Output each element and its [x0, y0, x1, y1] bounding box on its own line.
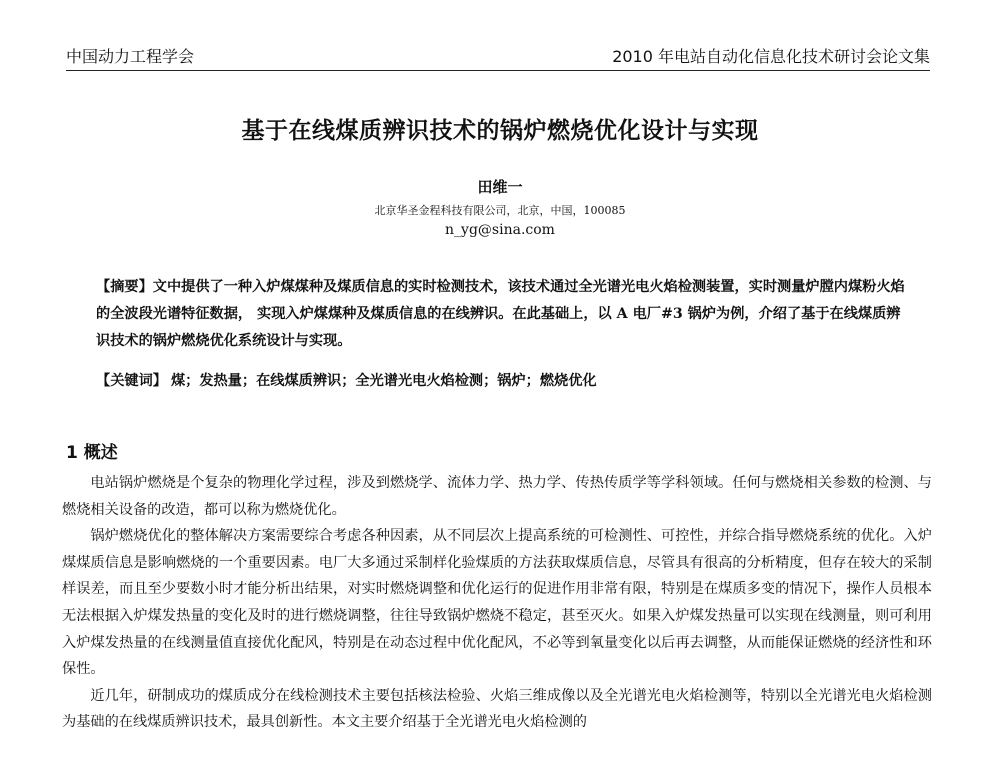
header-proceedings: 2010 年电站自动化信息化技术研讨会论文集 — [612, 47, 930, 66]
abstract-label: 【摘要】 — [96, 279, 153, 295]
header-divider — [66, 70, 930, 71]
header-society: 中国动力工程学会 — [66, 47, 195, 66]
author-affiliation: 北京华圣金程科技有限公司，北京，中国，100085 — [374, 204, 626, 217]
keywords-text: 煤；发热量；在线煤质辨识；全光谱光电火焰检测；锅炉；燃烧优化 — [170, 373, 597, 389]
keywords — [96, 370, 906, 390]
author-name: 田维一 — [477, 178, 523, 196]
section-body — [62, 470, 932, 736]
body-paragraph: 近几年，研制成功的煤质成分在线检测技术主要包括核法检验、火焰三维成像以及全光谱光电火焰检测等，特别以全光谱光电火焰检测为基础的在线煤质辨识技术，最具创新性。本文主要介绍基于全光谱光电火焰检测的 — [62, 687, 932, 731]
abstract-text: 文中提供了一种入炉煤煤种及煤质信息的实时检测技术，该技术通过全光谱光电火焰检测装置，实时测量炉膛内煤粉火焰的全波段光谱特征数据， 实现入炉煤煤种及煤质信息的在线辨识。在此基础上，以 A 电厂#3 锅炉为例，介绍了基于在线煤质辨识技术的锅炉燃烧优化系统设计与实现。 — [96, 279, 905, 349]
body-paragraph: 锅炉燃烧优化的整体解决方案需要综合考虑各种因素，从不同层次上提高系统的可检测性、可控性，并综合指导燃烧系统的优化。入炉煤煤质信息是影响燃烧的一个重要因素。电厂大多通过采制样化验煤质的方法获取煤质信息，尽管具有很高的分析精度，但存在较大的采制样误差，而且至少要数小时才能分析出结果，对实时燃烧调整和优化运行的促进作用非常有限，特别是在煤质多变的情况下，操作人员根本无法根据入炉煤发热量的变化及时的进行燃烧调整，往往导致锅炉燃烧不稳定，甚至灭火。如果入炉煤发热量可以实现在线测量，则可利用入炉煤发热量的在线测量值直接优化配风，特别是在动态过程中优化配风，不必等到氧量变化以后再去调整，从而能保证燃烧的经济性和环保性。 — [62, 528, 932, 678]
paper-title: 基于在线煤质辨识技术的锅炉燃烧优化设计与实现 — [241, 118, 759, 144]
abstract — [96, 274, 906, 355]
author-email: n_yg@sina.com — [445, 222, 555, 238]
body-paragraph: 电站锅炉燃烧是个复杂的物理化学过程，涉及到燃烧学、流体力学、热力学、传热传质学等学科领域。任何与燃烧相关参数的检测、与燃烧相关设备的改造，都可以称为燃烧优化。 — [62, 475, 932, 518]
keywords-label: 【关键词】 — [96, 373, 167, 389]
running-header — [66, 44, 930, 72]
section-heading: 1 概述 — [66, 443, 118, 463]
